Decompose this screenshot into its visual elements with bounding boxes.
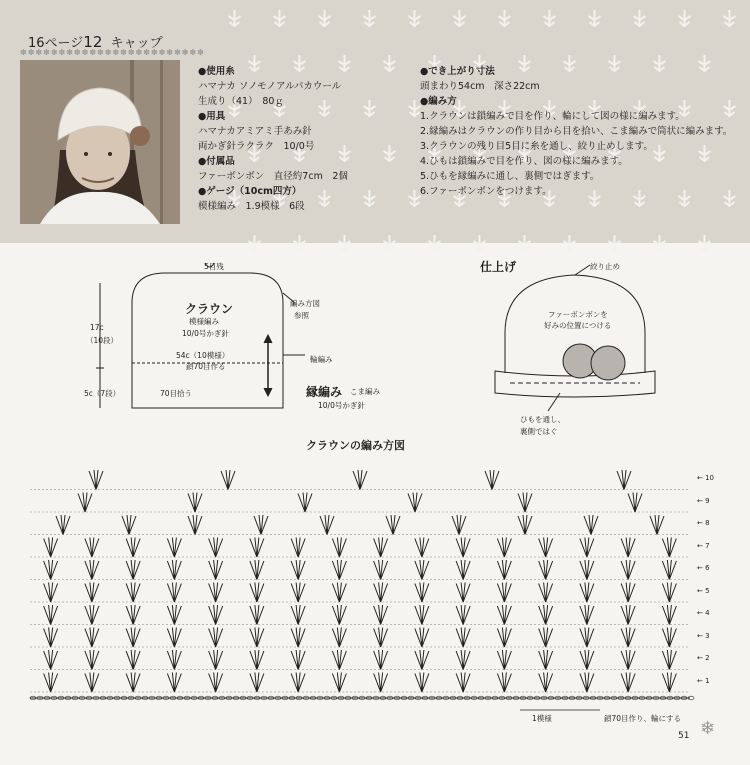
row-number: ← 10 [697, 474, 714, 483]
pompom-label-1: ファーボンボンを [548, 310, 608, 319]
stitch-fan [415, 650, 429, 670]
stitch-fan [85, 583, 99, 603]
stitch-fan [415, 538, 429, 558]
stitch-fan [415, 560, 429, 580]
stitch-fan [662, 583, 676, 603]
model-photo [20, 60, 180, 224]
accessory: ファーボンボン 直径約7cm 2個 [198, 171, 348, 182]
stitch-fan [332, 605, 346, 625]
stitch-fan [621, 560, 635, 580]
stitch-fan [662, 560, 676, 580]
step-2: 2.縁編みはクラウンの作り目から目を拾い、こま編みで筒状に編みます。 [420, 126, 733, 137]
stitch-fan [621, 673, 635, 693]
stitch-fan [209, 560, 223, 580]
stitch-fan [167, 605, 181, 625]
gauge: 模様編み 1.9模様 6段 [198, 201, 305, 212]
stitch-fan [580, 650, 594, 670]
stitch-fan [44, 560, 58, 580]
step-5: 5.ひもを縁編みに通し、裏側ではぎます。 [420, 171, 600, 182]
row-number: ← 7 [697, 541, 710, 550]
stitch-fan [497, 605, 511, 625]
stitch-fan [126, 560, 140, 580]
stitch-fan [56, 515, 70, 535]
stitch-fan [250, 628, 264, 648]
stitch-fan [254, 515, 268, 535]
stitch-fan [78, 493, 92, 513]
edging-label: 縁編み [306, 385, 343, 399]
stitch-fan [580, 583, 594, 603]
stitch-fan [580, 605, 594, 625]
stitch-fan [209, 673, 223, 693]
stitch-fan [291, 583, 305, 603]
tools-heading: ●用具 [198, 111, 226, 122]
stitch-fan [221, 470, 235, 490]
stitch-fan [209, 538, 223, 558]
stitch-fan [332, 560, 346, 580]
dim-54: 54c（10模様） [176, 351, 230, 360]
method-steps [420, 109, 740, 199]
stitch-fan [291, 673, 305, 693]
chart-title: クラウンの編み方図 [306, 439, 405, 452]
stitch-fan [374, 538, 388, 558]
stitch-fan [662, 628, 676, 648]
method-heading: ●編み方 [420, 96, 457, 107]
dim-5: 5c（7段） [84, 389, 121, 398]
stitch-fan [291, 628, 305, 648]
stitch-fan [539, 538, 553, 558]
snowflake-icon: ❄ [700, 718, 716, 739]
stitch-fan [539, 560, 553, 580]
tools-line-2: 両かぎ針ラクラク 10/0号 [198, 141, 315, 152]
materials-block [198, 64, 408, 214]
stitch-fan [320, 515, 334, 535]
stitch-fan [374, 583, 388, 603]
stitch-fan [291, 650, 305, 670]
step-4: 4.ひもは鎖編みで目を作り、図の様に編みます。 [420, 156, 628, 167]
stitch-fan [456, 583, 470, 603]
stitch-fan [539, 583, 553, 603]
step-3: 3.クラウンの残り目5目に糸を通し、絞り止めします。 [420, 141, 653, 152]
stitch-fan [353, 470, 367, 490]
stitch-fan [621, 628, 635, 648]
row-number: ← 8 [697, 519, 710, 528]
stitch-fan [122, 515, 136, 535]
row-number: ← 5 [697, 586, 710, 595]
stitch-fan [650, 515, 664, 535]
stitch-fan [456, 673, 470, 693]
edging-hook: 10/0号かぎ針 [318, 401, 365, 410]
stitch-fan [497, 650, 511, 670]
gather-label: 絞り止め [590, 262, 620, 271]
stitch-fan [44, 605, 58, 625]
row-number: ← 4 [697, 609, 710, 618]
stitch-fan [250, 650, 264, 670]
stitch-fan [374, 628, 388, 648]
stitch-fan [126, 583, 140, 603]
stitch-fan [539, 605, 553, 625]
stitch-fan [374, 673, 388, 693]
stitch-fan [485, 470, 499, 490]
yarn-color: 生成り（41） 80ｇ [198, 96, 284, 107]
dim-17-rows: （10段） [86, 336, 119, 345]
stitch-fan [209, 650, 223, 670]
finishing-hat-drawing [495, 265, 655, 411]
finishing-title: 仕上げ [480, 260, 517, 274]
stitch-fan [374, 650, 388, 670]
stitch-fan [298, 493, 312, 513]
stitch-fan [452, 515, 466, 535]
arrow-up-head [264, 335, 272, 343]
stitch-fan [497, 583, 511, 603]
stitch-fan [126, 650, 140, 670]
dim-54-chain: 鎖70目作る [186, 362, 226, 371]
stitch-fan [85, 628, 99, 648]
item-name: キャップ [110, 36, 163, 51]
stitch-fan [167, 538, 181, 558]
yarn-name: ハマナカ ソノモノアルパカウール [198, 81, 342, 92]
stitch-fan [662, 650, 676, 670]
stitch-fan [332, 628, 346, 648]
row-number: ← 1 [697, 676, 710, 685]
crown-pattern: 模様編み [189, 317, 219, 326]
stitch-chart [0, 455, 750, 745]
stitch-fan [250, 560, 264, 580]
stitch-fan [497, 628, 511, 648]
stitch-fan [126, 538, 140, 558]
stitch-fan [188, 515, 202, 535]
tools-line-1: ハマナカアミアミ手あみ針 [198, 126, 312, 137]
stitch-fan [291, 560, 305, 580]
stitch-fan [580, 628, 594, 648]
stitch-fan [167, 560, 181, 580]
item-no: 12 [83, 33, 103, 51]
stitch-fan [662, 673, 676, 693]
stitch-fan [456, 650, 470, 670]
stitch-fan [408, 493, 422, 513]
stitch-fan [250, 583, 264, 603]
pattern-ref-2: 参照 [294, 311, 309, 320]
stitch-fan [662, 605, 676, 625]
stitch-fan [44, 583, 58, 603]
stitch-fan [497, 560, 511, 580]
method-block [420, 64, 740, 199]
stitch-fan [250, 538, 264, 558]
stitch-fan [415, 628, 429, 648]
stitch-fan [621, 538, 635, 558]
row-number: ← 2 [697, 654, 710, 663]
stitch-fan [332, 583, 346, 603]
stitch-fan [126, 628, 140, 648]
stitch-fan [518, 493, 532, 513]
step-1: 1.クラウンは鎖編みで目を作り、輪にして図の様に編みます。 [420, 111, 685, 122]
stitch-fan [617, 470, 631, 490]
stitch-fan [85, 538, 99, 558]
stitch-fan [332, 538, 346, 558]
stitch-fan [456, 538, 470, 558]
stitch-fan [621, 650, 635, 670]
stitch-fan [539, 650, 553, 670]
repeat-label: 1模様 [532, 714, 552, 723]
stitch-fan [44, 650, 58, 670]
stitch-fan [85, 673, 99, 693]
string-label-1: ひもを通し、 [520, 415, 565, 424]
stitch-fan [291, 605, 305, 625]
stitch-fan [386, 515, 400, 535]
stitch-fan [209, 605, 223, 625]
stitch-fan [85, 605, 99, 625]
step-6: 6.ファーボンボンをつけます。 [420, 186, 552, 197]
stitch-fan [374, 605, 388, 625]
stitch-fan [44, 628, 58, 648]
arrow-down-head [264, 388, 272, 396]
stitch-fan [44, 538, 58, 558]
stitch-fan [456, 605, 470, 625]
stitch-fan [374, 560, 388, 580]
pick-70: 70目拾う [160, 389, 193, 398]
stitch-fan [126, 673, 140, 693]
stitch-fan [662, 538, 676, 558]
model-illustration [20, 60, 180, 224]
stitch-fan [539, 673, 553, 693]
stitch-fan [415, 673, 429, 693]
stitch-fan [85, 560, 99, 580]
stitch-fan [518, 515, 532, 535]
row-number: ← 6 [697, 564, 710, 573]
stitch-fan [167, 628, 181, 648]
row-number: ← 3 [697, 631, 710, 640]
star-divider: ✽✽✽✽✽✽✽✽✽✽✽✽✽✽✽✽✽✽✽✽✽✽✽✽ [20, 48, 205, 57]
label-5-remaining: 5目残 [204, 262, 224, 271]
gauge-heading: ●ゲージ（10cm四方） [198, 186, 302, 197]
stitch-fan [126, 605, 140, 625]
crown-hook: 10/0号かぎ針 [182, 329, 229, 338]
stitch-fan [497, 673, 511, 693]
stitch-fan [209, 583, 223, 603]
page-number: 51 [678, 731, 690, 741]
stitch-fan [580, 538, 594, 558]
stitch-fan [580, 673, 594, 693]
stitch-fan [332, 673, 346, 693]
start-label: 鎖70目作り、輪にする [604, 714, 682, 723]
finished-heading: ●でき上がり寸法 [420, 66, 495, 77]
edging-sub: こま編み [350, 387, 380, 396]
stitch-fan [250, 673, 264, 693]
yarn-heading: ●使用糸 [198, 66, 235, 77]
stitch-fan [89, 470, 103, 490]
stitch-fan [580, 560, 594, 580]
row-number: ← 9 [697, 496, 710, 505]
stitch-fan [291, 538, 305, 558]
string-label-2: 裏側ではぐ [520, 427, 558, 436]
stitch-fan [250, 605, 264, 625]
stitch-fan [209, 628, 223, 648]
crown-label: クラウン [185, 302, 234, 316]
stitch-fan [621, 605, 635, 625]
stitch-fan [415, 583, 429, 603]
stitch-fan [456, 628, 470, 648]
pattern-ref: 編み方図 [290, 299, 320, 308]
ring-label: 輪編み [310, 355, 333, 364]
stitch-fan [584, 515, 598, 535]
stitch-fan [628, 493, 642, 513]
page-ref: 16ページ [28, 36, 84, 51]
stitch-fan [539, 628, 553, 648]
stitch-fan [621, 583, 635, 603]
pompom-label-2: 好みの位置につける [544, 321, 612, 330]
stitch-fan [167, 673, 181, 693]
stitch-fan [415, 605, 429, 625]
stitch-fan [167, 650, 181, 670]
finished-size: 頭まわり54cm 深さ22cm [420, 81, 540, 92]
stitch-fan [85, 650, 99, 670]
dim-17: 17c [90, 323, 104, 332]
stitch-fan [188, 493, 202, 513]
stitch-fan [497, 538, 511, 558]
stitch-fan [44, 673, 58, 693]
accessory-heading: ●付属品 [198, 156, 235, 167]
stitch-fan [456, 560, 470, 580]
stitch-fan [332, 650, 346, 670]
stitch-fan [167, 583, 181, 603]
